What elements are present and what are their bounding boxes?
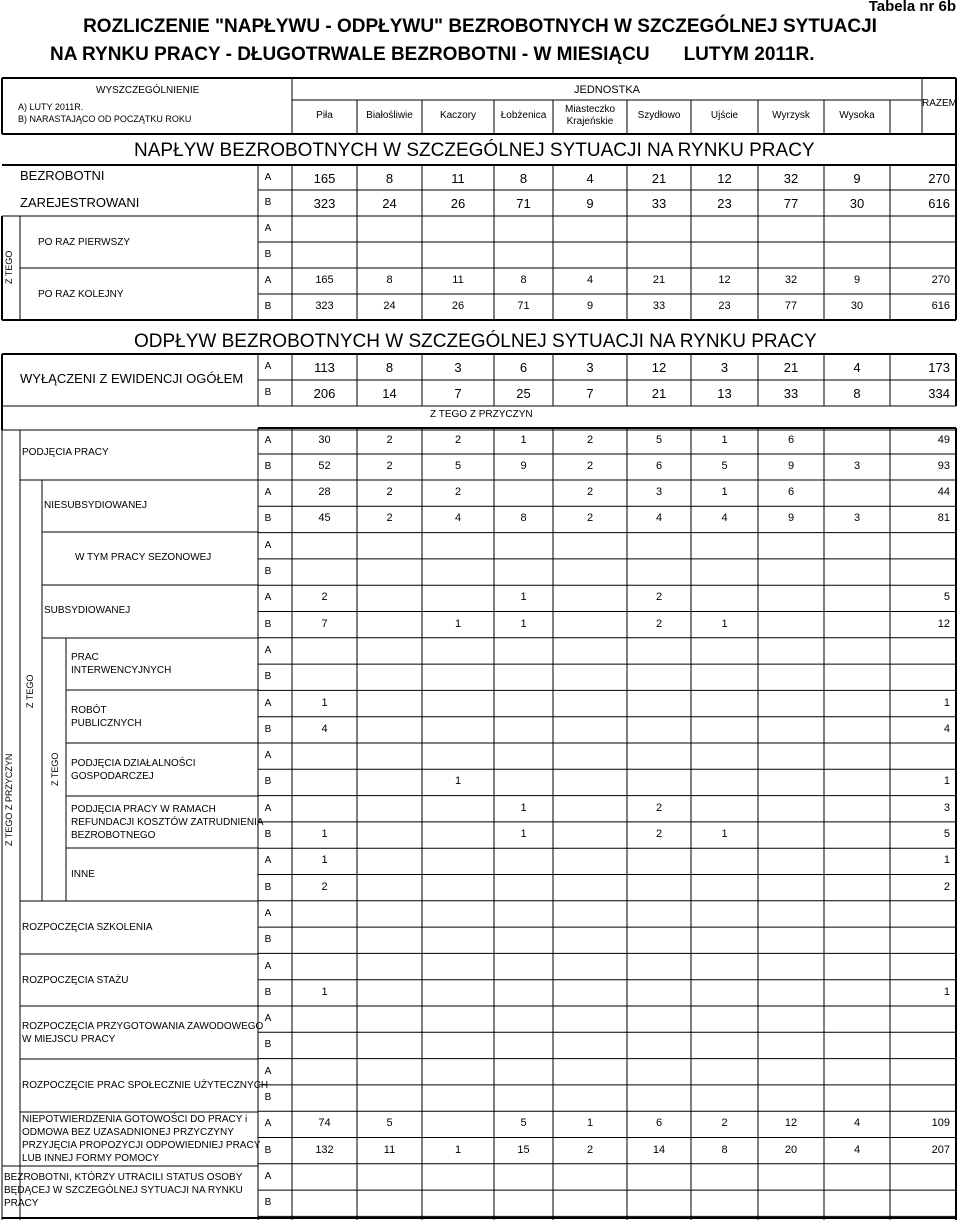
cell-value: 26 xyxy=(451,300,465,312)
cell-value: 4 xyxy=(853,360,861,375)
cell-value: 6 xyxy=(519,360,528,375)
row-ab-label: A xyxy=(264,750,272,762)
cell-total: 12 xyxy=(937,617,950,630)
cell-value: 11 xyxy=(383,1143,396,1156)
row-label-refusal-2: ODMOWA BEZ UZASADNIONEJ PRZYCZYNY xyxy=(22,1127,234,1138)
cell-value: 7 xyxy=(454,386,462,401)
row-ab-label: B xyxy=(264,461,272,472)
row-label-refusal-3: PRZYJĘCIA PROPOZYCJI ODPOWIEDNIEJ PRACY xyxy=(22,1140,261,1151)
row-label-refund xyxy=(71,803,264,842)
cell-value: 9 xyxy=(520,460,527,472)
cell-total: 5 xyxy=(943,591,950,604)
cell-value: 2 xyxy=(586,460,594,472)
cell-value: 2 xyxy=(454,434,462,446)
cell-value: 4 xyxy=(853,1117,861,1130)
cell-value: 4 xyxy=(454,512,462,525)
cell-value: 12 xyxy=(717,170,732,186)
cell-value: 9 xyxy=(586,196,594,211)
cell-value: 8 xyxy=(520,512,527,525)
row-label-unsubsidized: NIESUBSYDIOWANEJ xyxy=(44,500,147,511)
cell-value: 8 xyxy=(520,274,527,286)
cell-total: 1 xyxy=(943,696,950,709)
cell-value: 4 xyxy=(655,512,663,525)
cell-value: 8 xyxy=(386,274,393,286)
row-label-refusal xyxy=(22,1113,260,1165)
row-label-lost-status-2: BĘDĄCEJ W SZCZEGÓLNEJ SYTUACJI NA RYNKU xyxy=(4,1185,243,1196)
cell-value: 1 xyxy=(520,801,527,814)
row-label-jobs: PODJĘCIA PRACY xyxy=(22,447,109,458)
row-ab-label: B xyxy=(264,387,272,398)
cell-value: 323 xyxy=(315,300,334,312)
row-ab-label: B xyxy=(264,776,272,788)
cell-total: 1 xyxy=(943,775,950,788)
cell-value: 21 xyxy=(651,170,667,186)
column-lobzenica: Łobżenica xyxy=(500,110,547,121)
row-label-lost-status-1: BEZROBOTNI, KTÓRZY UTRACILI STATUS OSOBY xyxy=(4,1172,243,1183)
cell-value: 2 xyxy=(386,434,393,446)
inflow-label-1: BEZROBOTNI xyxy=(20,168,105,183)
row-ab-label: B xyxy=(264,566,272,578)
row-label-business xyxy=(71,757,195,783)
cell-value: 6 xyxy=(655,460,663,472)
row-label-lost-status-3: PRACY xyxy=(4,1198,39,1209)
row-label-vocational-2: W MIEJSCU PRACY xyxy=(22,1034,116,1045)
cell-value: 323 xyxy=(313,196,336,211)
cell-value: 77 xyxy=(784,300,798,312)
row-label-subsidized: SUBSYDIOWANEJ xyxy=(44,605,131,616)
cell-value: 28 xyxy=(318,486,331,499)
cell-value: 1 xyxy=(721,486,728,499)
row-label-other: INNE xyxy=(71,869,95,880)
outflow-section-title: ODPŁYW BEZROBOTNYCH W SZCZEGÓLNEJ SYTUACJI NA RYNKU PRACY xyxy=(134,331,817,352)
header-legend-a: A) LUTY 2011R. xyxy=(18,102,84,112)
row-label-public-works-2: PUBLICZNYCH xyxy=(71,718,142,729)
row-label-business-1: PODJĘCIA DZIAŁALNOŚCI xyxy=(71,758,196,769)
cell-total: 270 xyxy=(928,170,950,186)
cell-value: 2 xyxy=(321,591,328,604)
cell-value: 30 xyxy=(850,300,864,312)
cell-value: 5 xyxy=(454,460,462,472)
cell-value: 1 xyxy=(520,617,527,630)
row-ab-label: B xyxy=(264,986,272,998)
cell-total: 3 xyxy=(943,801,950,814)
cell-value: 4 xyxy=(721,512,728,525)
cell-total: 334 xyxy=(928,386,950,401)
cell-value: 4 xyxy=(321,722,328,735)
cell-value: 25 xyxy=(516,386,531,401)
cell-value: 2 xyxy=(454,486,462,499)
cell-value: 1 xyxy=(321,828,328,841)
row-label-lost-status xyxy=(4,1171,243,1210)
column-miasteczko: Miasteczko Krajeńskie xyxy=(564,104,615,127)
cell-value: 1 xyxy=(520,434,527,446)
cell-value: 5 xyxy=(386,1117,393,1130)
cell-value: 2 xyxy=(386,460,393,472)
cell-value: 6 xyxy=(787,434,795,446)
row-ab-label: A xyxy=(264,275,272,286)
cell-value: 2 xyxy=(386,512,393,525)
header-legend xyxy=(18,101,191,125)
row-label-refund-1: PODJĘCIA PRACY W RAMACH xyxy=(71,804,216,815)
cell-value: 2 xyxy=(586,434,594,446)
cell-value: 13 xyxy=(717,386,732,401)
cell-total: 207 xyxy=(931,1143,950,1156)
cell-value: 77 xyxy=(783,196,799,211)
cell-value: 2 xyxy=(586,512,594,525)
cell-value: 33 xyxy=(783,386,799,401)
cell-value: 5 xyxy=(721,460,728,472)
row-ab-label: B xyxy=(264,934,272,946)
cell-value: 3 xyxy=(454,360,462,375)
cell-value: 8 xyxy=(721,1143,728,1156)
row-ab-label: B xyxy=(264,301,272,312)
cell-value: 2 xyxy=(655,591,663,604)
cell-total: 1 xyxy=(943,854,950,867)
row-label-interventional-2: INTERWENCYJNYCH xyxy=(71,665,172,676)
outflow-of-which-subsidized: Z TEGO xyxy=(25,674,35,708)
cell-value: 2 xyxy=(321,880,328,893)
cell-value: 1 xyxy=(321,854,328,867)
row-ab-label: A xyxy=(264,960,272,972)
row-ab-label: B xyxy=(264,618,272,630)
column-wysoka: Wysoka xyxy=(839,110,875,121)
row-label-interventional xyxy=(71,651,171,677)
cell-value: 71 xyxy=(517,300,530,312)
column-wyrzysk: Wyrzysk xyxy=(772,110,810,121)
cell-value: 206 xyxy=(313,386,336,401)
cell-value: 23 xyxy=(717,196,732,211)
cell-total: 2 xyxy=(943,880,950,893)
cell-total: 616 xyxy=(928,196,950,211)
cell-value: 45 xyxy=(318,512,331,525)
row-ab-label: A xyxy=(264,1013,272,1025)
cell-value: 5 xyxy=(655,434,663,446)
cell-value: 7 xyxy=(321,617,328,630)
outflow-of-which-business: Z TEGO xyxy=(50,752,60,786)
cell-value: 21 xyxy=(651,386,667,401)
cell-value: 8 xyxy=(853,386,861,401)
row-ab-label: A xyxy=(264,592,272,604)
cell-value: 11 xyxy=(451,170,465,186)
cell-total: 81 xyxy=(937,512,950,525)
table-number: Tabela nr 6b xyxy=(868,0,956,15)
cell-total: 616 xyxy=(931,300,950,312)
cell-value: 1 xyxy=(454,617,462,630)
cell-value: 9 xyxy=(787,512,795,525)
row-ab-label: A xyxy=(264,1170,272,1182)
cell-value: 26 xyxy=(450,196,466,211)
cell-value: 2 xyxy=(586,486,594,499)
inflow-section-title: NAPŁYW BEZROBOTNYCH W SZCZEGÓLNEJ SYTUACJI NA RYNKU PRACY xyxy=(134,140,815,161)
row-label-social-works: ROZPOCZĘCIE PRAC SPOŁECZNIE UŻYTECZNYCH xyxy=(22,1080,269,1091)
cell-value: 71 xyxy=(516,196,531,211)
cell-value: 21 xyxy=(652,274,666,286)
row-ab-label: A xyxy=(264,855,272,867)
cell-value: 1 xyxy=(454,1143,462,1156)
row-label-internship: ROZPOCZĘCIA STAŻU xyxy=(22,975,129,986)
cell-total: 5 xyxy=(943,828,950,841)
inflow-of-which: Z TEGO xyxy=(4,250,14,284)
row-label-refusal-4: LUB INNEJ FORMY POMOCY xyxy=(22,1153,160,1164)
cell-value: 7 xyxy=(586,386,594,401)
cell-value: 3 xyxy=(655,486,663,499)
inflow-next-time: PO RAZ KOLEJNY xyxy=(38,289,124,300)
header-total: RAZEM xyxy=(922,98,957,109)
cell-value: 21 xyxy=(783,360,799,375)
row-ab-label: B xyxy=(264,513,272,525)
cell-value: 3 xyxy=(853,460,861,472)
cell-value: 9 xyxy=(853,274,861,286)
row-label-refund-3: BEZROBOTNEGO xyxy=(71,830,156,841)
row-ab-label: A xyxy=(264,1065,272,1077)
cell-value: 8 xyxy=(385,170,394,186)
cell-total: 1 xyxy=(943,985,950,998)
cell-total: 4 xyxy=(943,722,950,735)
cell-value: 4 xyxy=(586,170,594,186)
cell-value: 4 xyxy=(586,274,594,286)
cell-value: 3 xyxy=(853,512,861,525)
cell-value: 6 xyxy=(787,486,795,499)
inflow-label-2: ZAREJESTROWANI xyxy=(20,195,140,210)
row-label-public-works-1: ROBÓT xyxy=(71,705,107,716)
row-ab-label: A xyxy=(264,907,272,919)
cell-value: 3 xyxy=(586,360,594,375)
cell-value: 9 xyxy=(787,460,795,472)
row-ab-label: B xyxy=(264,249,272,260)
cell-value: 12 xyxy=(718,274,731,286)
cell-value: 2 xyxy=(586,1143,594,1156)
row-ab-label: A xyxy=(264,171,272,183)
row-ab-label: B xyxy=(264,881,272,893)
row-ab-label: A xyxy=(264,223,272,234)
row-label-public-works xyxy=(71,704,142,730)
cell-value: 32 xyxy=(784,274,798,286)
cell-value: 15 xyxy=(517,1143,530,1156)
cell-value: 20 xyxy=(784,1143,798,1156)
cell-value: 1 xyxy=(721,828,728,841)
cell-total: 173 xyxy=(928,360,950,375)
cell-value: 33 xyxy=(652,300,666,312)
cell-value: 1 xyxy=(454,775,462,788)
cell-value: 1 xyxy=(721,617,728,630)
row-label-vocational-1: ROZPOCZĘCIA PRZYGOTOWANIA ZAWODOWEGO xyxy=(22,1021,264,1032)
cell-value: 2 xyxy=(655,828,663,841)
cell-value: 1 xyxy=(586,1117,594,1130)
cell-value: 30 xyxy=(849,196,865,211)
cell-value: 6 xyxy=(655,1117,663,1130)
cell-value: 9 xyxy=(853,170,861,186)
cell-value: 1 xyxy=(520,591,527,604)
row-ab-label: A xyxy=(264,361,272,372)
row-ab-label: A xyxy=(264,487,272,499)
row-ab-label: B xyxy=(264,829,272,841)
row-label-refusal-1: NIEPOTWIERDZENIA GOTOWOŚCI DO PRACY i xyxy=(22,1114,248,1125)
row-ab-label: A xyxy=(264,802,272,814)
row-ab-label: A xyxy=(264,539,272,551)
cell-value: 74 xyxy=(318,1117,331,1130)
column-szydlowo: Szydłowo xyxy=(637,110,681,121)
header-unit: JEDNOSTKA xyxy=(573,84,640,96)
cell-value: 165 xyxy=(315,274,334,286)
cell-total: 109 xyxy=(931,1117,950,1130)
cell-value: 52 xyxy=(318,460,331,472)
cell-value: 9 xyxy=(586,300,594,312)
row-ab-label: A xyxy=(264,1118,272,1130)
cell-value: 12 xyxy=(651,360,667,375)
row-label-refund-2: REFUNDACJI KOSZTÓW ZATRUDNIENIA xyxy=(71,817,264,828)
cell-value: 2 xyxy=(655,801,663,814)
cell-value: 1 xyxy=(721,434,728,446)
cell-value: 113 xyxy=(314,360,335,375)
inflow-first-time: PO RAZ PIERWSZY xyxy=(38,237,131,248)
row-ab-label: B xyxy=(264,197,272,208)
cell-value: 14 xyxy=(382,386,397,401)
cell-value: 1 xyxy=(321,696,328,709)
outflow-reasons-vertical: Z TEGO Z PRZYCZYN xyxy=(4,753,14,846)
cell-value: 12 xyxy=(784,1117,798,1130)
column-pila: Piła xyxy=(316,110,333,121)
cell-value: 8 xyxy=(519,170,528,186)
cell-value: 2 xyxy=(721,1117,728,1130)
row-ab-label: B xyxy=(264,1092,272,1104)
row-ab-label: A xyxy=(264,644,272,656)
row-label-training: ROZPOCZĘCIA SZKOLENIA xyxy=(22,922,153,933)
cell-value: 23 xyxy=(718,300,731,312)
cell-value: 11 xyxy=(452,274,464,286)
row-ab-label: B xyxy=(264,1197,272,1209)
cell-value: 33 xyxy=(651,196,667,211)
cell-value: 24 xyxy=(382,196,397,211)
cell-value: 1 xyxy=(321,985,328,998)
cell-value: 4 xyxy=(853,1143,861,1156)
cell-total: 49 xyxy=(937,434,950,446)
column-bialosliwie: Białośliwie xyxy=(366,110,413,121)
title-month: LUTYM 2011R. xyxy=(683,44,815,65)
cell-value: 8 xyxy=(385,360,394,375)
title-line-2 xyxy=(50,44,815,66)
cell-value: 165 xyxy=(313,170,336,186)
cell-value: 14 xyxy=(652,1143,666,1156)
row-label-vocational xyxy=(22,1020,263,1046)
outflow-total-label: WYŁĄCZENI Z EWIDENCJI OGÓŁEM xyxy=(20,371,244,386)
cell-value: 24 xyxy=(383,300,396,312)
cell-value: 3 xyxy=(720,360,729,375)
column-ujscie: Ujście xyxy=(710,110,739,121)
cell-value: 30 xyxy=(318,434,331,446)
cell-value: 2 xyxy=(655,617,663,630)
column-kaczory: Kaczory xyxy=(439,110,477,121)
cell-value: 2 xyxy=(386,486,393,499)
title-line-2-text: NA RYNKU PRACY - DŁUGOTRWALE BEZROBOTNI - W MIESIĄCU xyxy=(50,44,650,65)
cell-total: 93 xyxy=(937,460,950,472)
row-ab-label: B xyxy=(264,1039,272,1051)
title-line-1: ROZLICZENIE "NAPŁYWU - ODPŁYWU" BEZROBOTNYCH W SZCZEGÓLNEJ SYTUACJI xyxy=(83,16,877,37)
cell-total: 270 xyxy=(931,274,950,286)
row-ab-label: B xyxy=(264,1144,272,1156)
row-label-seasonal: W TYM PRACY SEZONOWEJ xyxy=(75,552,212,563)
cell-value: 132 xyxy=(315,1143,334,1156)
header-legend-b: B) NARASTAJĄCO OD POCZĄTKU ROKU xyxy=(18,114,192,124)
outflow-reasons-header: Z TEGO Z PRZYCZYN xyxy=(430,409,533,420)
cell-value: 5 xyxy=(520,1117,527,1130)
header-specification: WYSZCZEGÓLNIENIE xyxy=(96,85,200,96)
row-ab-label: A xyxy=(264,435,272,446)
cell-value: 32 xyxy=(783,170,799,186)
row-ab-label: B xyxy=(264,671,272,683)
cell-value: 1 xyxy=(520,828,527,841)
row-label-business-2: GOSPODARCZEJ xyxy=(71,771,154,782)
row-label-interventional-1: PRAC xyxy=(71,652,99,663)
row-ab-label: B xyxy=(264,723,272,735)
row-ab-label: A xyxy=(264,697,272,709)
cell-total: 44 xyxy=(937,486,950,499)
